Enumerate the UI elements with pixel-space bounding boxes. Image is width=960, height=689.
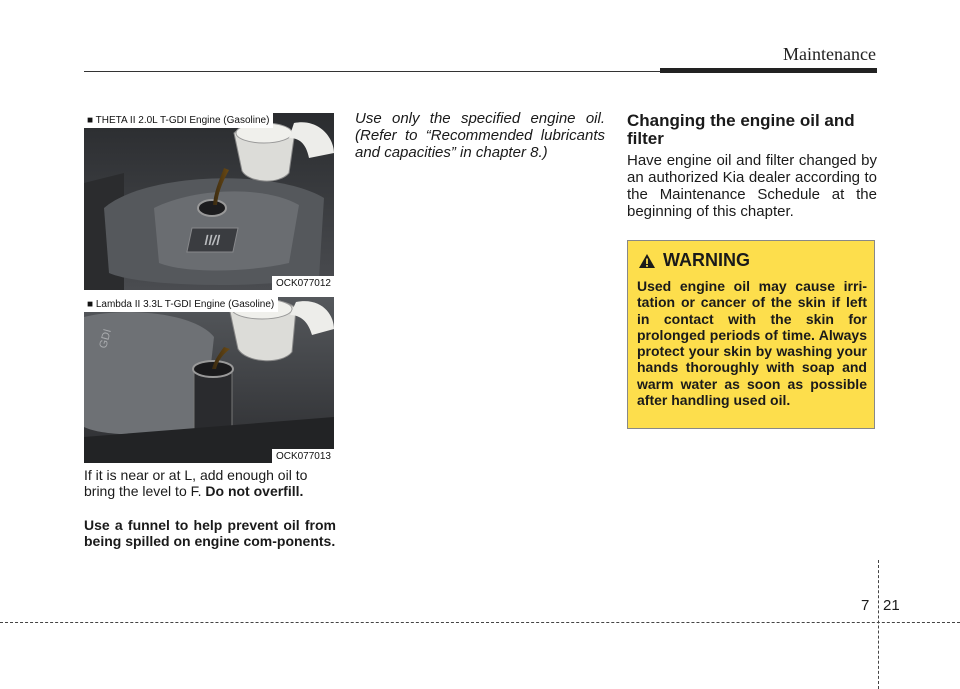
figure-caption [84, 113, 273, 128]
engine-photo-lambda [84, 297, 334, 463]
oil-level-instruction [84, 467, 336, 499]
section-body: Have engine oil and filter changed by an authorized Kia dealer according to the Maintenance Schedule at the beginning of this chapter. [627, 152, 877, 220]
funnel-instruction: Use a funnel to help prevent oil from being spilled on engine com-ponents. [84, 517, 336, 549]
svg-text:ǀǀ/ǀ: ǀǀ/ǀ [202, 232, 222, 248]
footer-rule [0, 622, 960, 623]
figure-caption [84, 297, 278, 312]
warning-header [638, 250, 750, 271]
warning-title: WARNING [663, 250, 750, 270]
chapter-number: 7 [861, 597, 870, 614]
instruction-emphasis: Do not overfill. [205, 483, 304, 499]
engine-illustration [84, 113, 334, 290]
footer-divider [878, 560, 879, 689]
engine-cover-emblem: GDI [97, 327, 114, 350]
warning-box [627, 240, 875, 429]
header-rule [84, 71, 662, 72]
page-section-title: Maintenance [783, 44, 876, 64]
section-heading: Changing the engine oil and filter [627, 111, 855, 148]
figure-code: OCK077013 [272, 449, 334, 463]
engine-photo-theta [84, 113, 334, 290]
warning-triangle-icon [638, 253, 656, 269]
caption-marker: ■ [87, 115, 94, 126]
figure-caption-text: THETA II 2.0L T-GDI Engine (Gasoline) [95, 115, 270, 126]
engine-illustration [84, 297, 334, 463]
instruction-text: If it is near or at L, add enough oil to bring the level to F. [84, 467, 308, 499]
caption-marker: ■ [87, 299, 94, 310]
page-number: 21 [883, 597, 900, 614]
header-accent-bar [660, 68, 877, 73]
specified-oil-note: Use only the specified engine oil. (Refer to “Recommended lubricants and capacities” in chapter 8.) [355, 110, 605, 161]
warning-text: Used engine oil may cause irri-tation or cancer of the skin if left in contact with the skin for prolonged periods of time. Always protect your skin by washing your hands thoroughly with soap and warm water as soon as possible after handling used oil. [637, 278, 867, 409]
engine-cover-emblem [187, 228, 238, 252]
figure-code: OCK077012 [272, 276, 334, 290]
figure-caption-text: Lambda II 3.3L T-GDI Engine (Gasoline) [95, 299, 275, 310]
